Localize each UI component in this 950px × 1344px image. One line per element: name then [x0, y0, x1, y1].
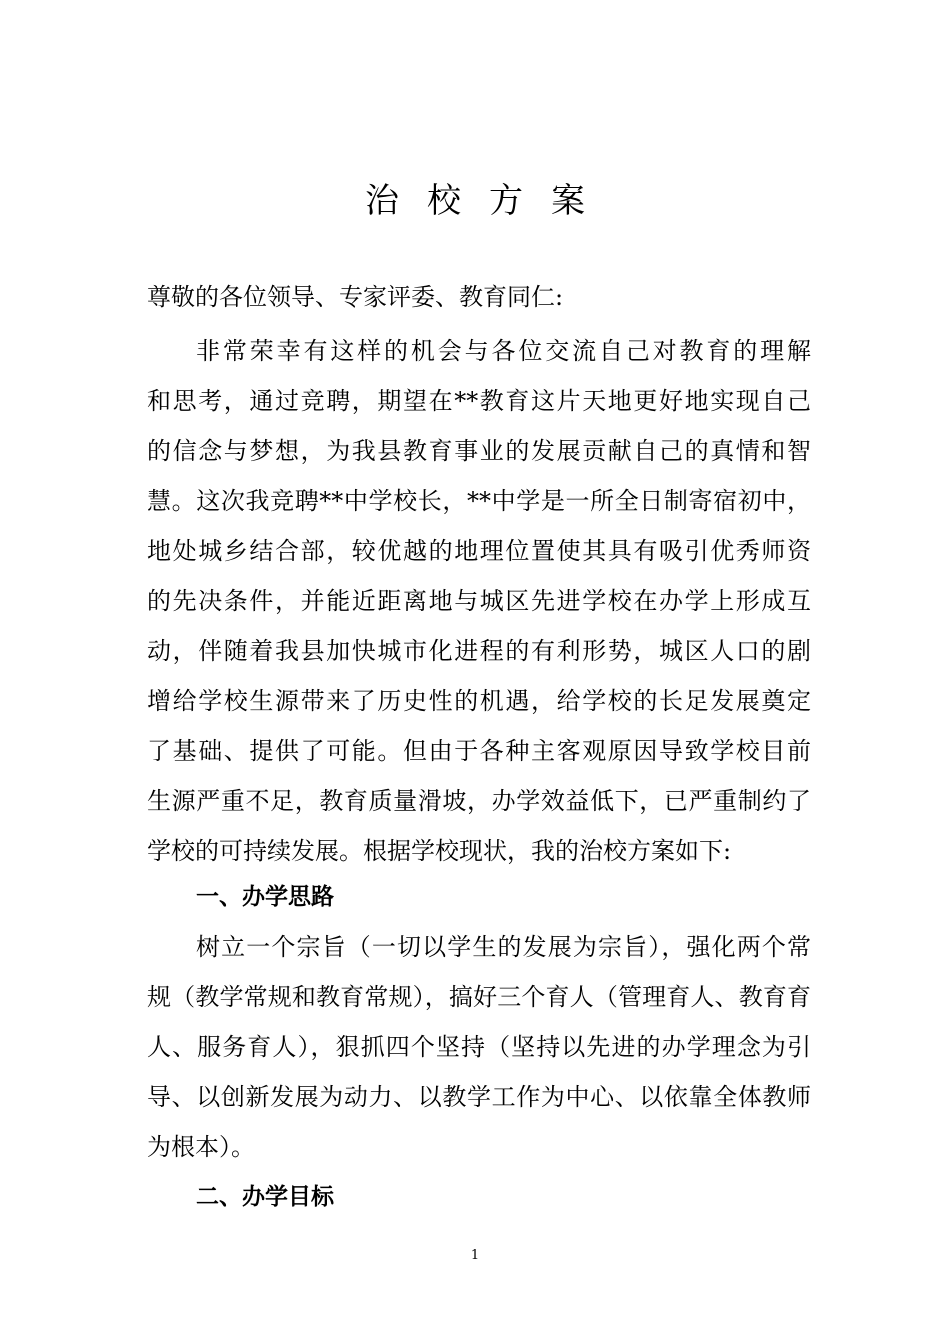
paragraph-line: 的先决条件，并能近距离地与城区先进学校在办学上形成互 [147, 587, 811, 615]
paragraph-line: 树立一个宗旨（一切以学生的发展为宗旨），强化两个常 [196, 933, 811, 961]
greeting-line: 尊敬的各位领导、专家评委、教育同仁: [147, 283, 564, 311]
section-heading-goals: 二、办学目标 [196, 1184, 334, 1210]
paragraph-line: 增给学校生源带来了历史性的机遇，给学校的长足发展奠定 [147, 687, 811, 715]
paragraph-line: 了基础、提供了可能。但由于各种主客观原因导致学校目前 [147, 737, 811, 765]
paragraph-line: 学校的可持续发展。根据学校现状，我的治校方案如下: [147, 837, 732, 865]
paragraph-line: 慧。这次我竞聘**中学校长，**中学是一所全日制寄宿初中， [147, 487, 811, 515]
paragraph-line: 地处城乡结合部，较优越的地理位置使其具有吸引优秀师资 [147, 537, 811, 565]
paragraph-line: 动，伴随着我县加快城市化进程的有利形势，城区人口的剧 [147, 637, 811, 665]
page-title: 治校方案 [365, 181, 613, 221]
section-heading-ideas: 一、办学思路 [196, 884, 334, 910]
page-number: 1 [470, 1248, 480, 1263]
paragraph-line: 导、以创新发展为动力、以教学工作为中心、以依靠全体教师 [147, 1083, 811, 1111]
paragraph-line: 规（教学常规和教育常规），搞好三个育人（管理育人、教育育 [147, 983, 811, 1011]
paragraph-line: 为根本）。 [147, 1133, 255, 1161]
paragraph-line: 非常荣幸有这样的机会与各位交流自己对教育的理解 [196, 337, 811, 365]
paragraph-line: 人、服务育人），狠抓四个坚持（坚持以先进的办学理念为引 [147, 1033, 811, 1061]
paragraph-line: 的信念与梦想，为我县教育事业的发展贡献自己的真情和智 [147, 437, 811, 465]
paragraph-line: 和思考，通过竞聘，期望在**教育这片天地更好地实现自己 [147, 387, 811, 415]
paragraph-line: 生源严重不足，教育质量滑坡，办学效益低下，已严重制约了 [147, 787, 811, 815]
